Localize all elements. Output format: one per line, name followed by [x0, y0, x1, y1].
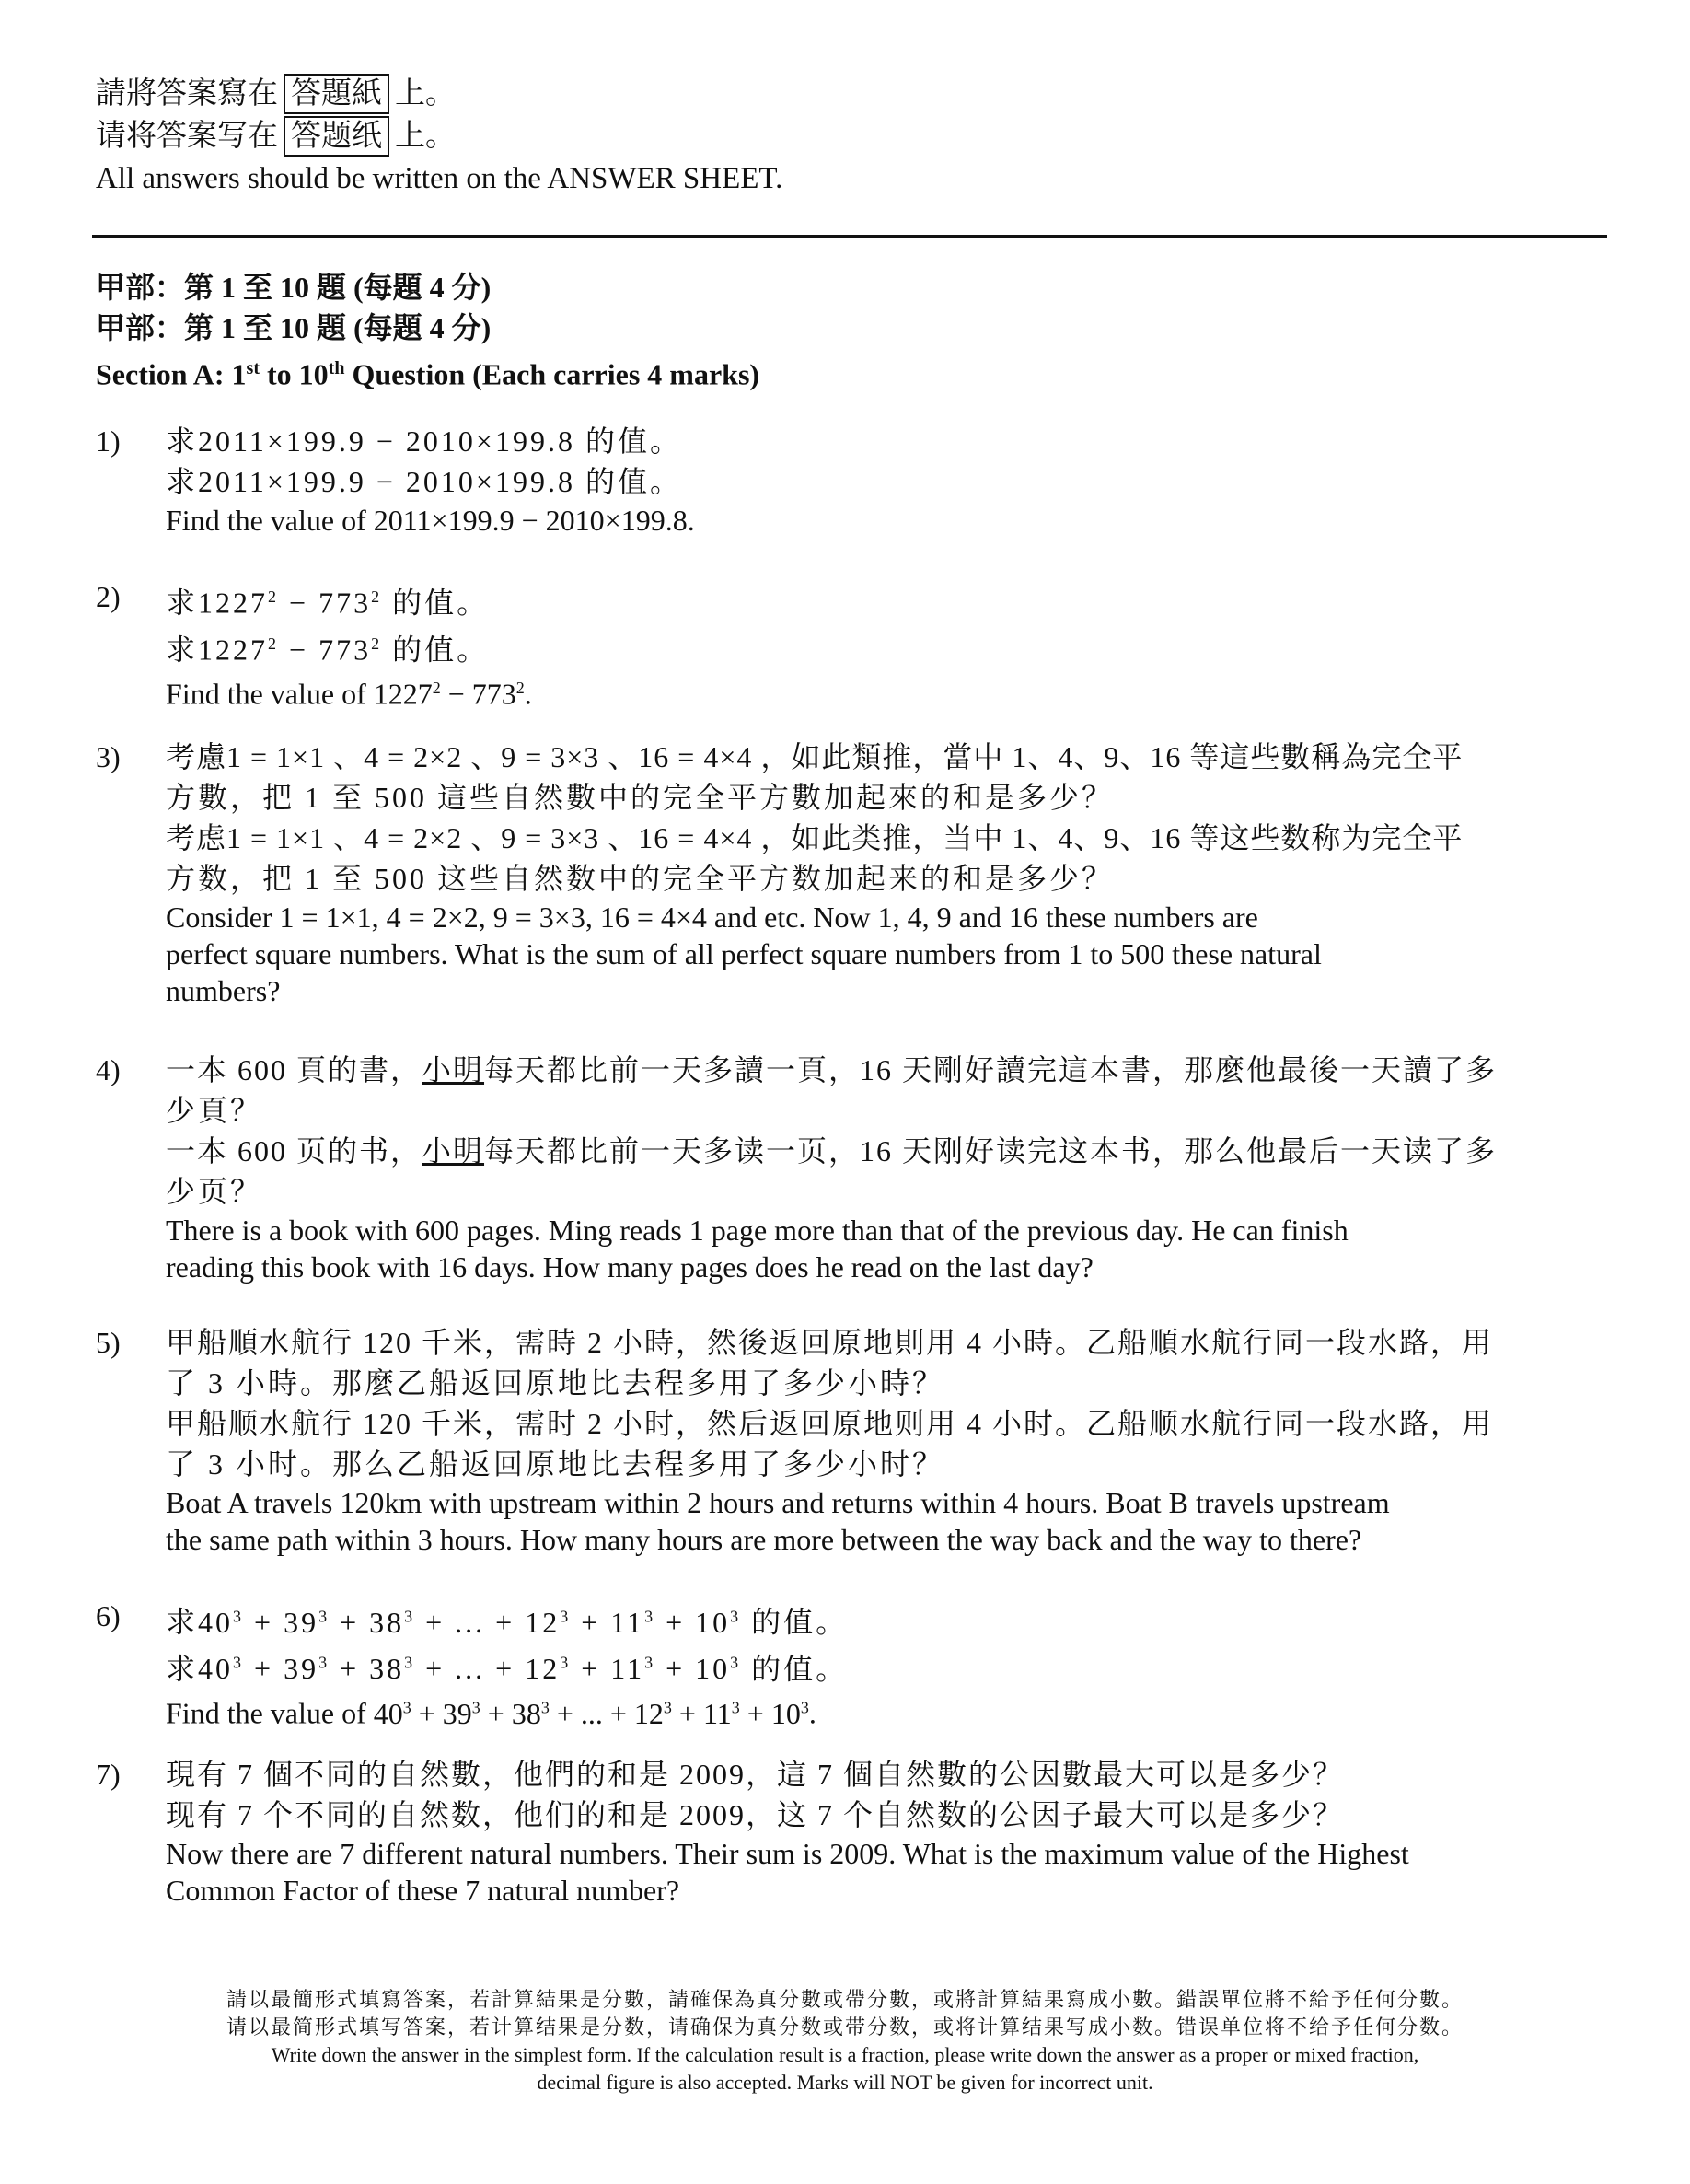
expression-term: ...: [455, 1605, 486, 1639]
answer-sheet-box: 答題紙: [284, 74, 389, 114]
exponent: 3: [800, 1698, 809, 1717]
footer-text-simplified: 请以最简形式填写答案，若计算结果是分数，请确保为真分数或带分数，或将计算结果写成小数。错误单位将不给予任何分数。: [226, 2016, 1464, 2039]
answer-format-note: [92, 1986, 1598, 2097]
question-text-english: Common Factor of these 7 natural number?: [166, 1874, 680, 1907]
instruction-text: 请将答案写在: [96, 120, 278, 153]
exponent: 3: [644, 1607, 656, 1625]
expression-term: 40: [198, 1605, 234, 1639]
expression-term: 39: [284, 1652, 319, 1686]
question-text-english: perfect square numbers. What is the sum of all perfect square numbers from 1 to 500 these natural: [166, 937, 1322, 970]
question-5: [96, 1322, 1615, 1558]
section-title-part: Section A: 1: [96, 357, 247, 391]
question-text-simplified: 方数，把 1 至 500 这些自然数中的完全平方数加起来的和是多少？: [166, 862, 1115, 895]
question-text-traditional: 考慮1 = 1×1 、4 = 2×2 、9 = 3×3 、16 = 4×4 ，如此類推，當中 1、4、9、16 等這些數稱為完全平: [166, 740, 1464, 773]
question-text-simplified: 了 3 小时。那么乙船返回原地比去程多用了多少小时？: [166, 1447, 945, 1481]
expression-term: 10: [770, 1696, 801, 1730]
expression-term: 11: [702, 1696, 732, 1730]
expression-term: 38: [511, 1696, 541, 1730]
question-text-english: There is a book with 600 pages. Ming reads 1 page more than that of the previous day. He can finish: [166, 1214, 1349, 1247]
question-text-english: Find the value of $1227^2 - 773^2$.: [166, 677, 532, 711]
exponent: 3: [404, 1607, 416, 1625]
instruction-simplified: [96, 116, 456, 157]
exponent: 3: [471, 1698, 480, 1717]
expression-term: 12: [525, 1605, 561, 1639]
instruction-text: 請將答案寫在: [96, 77, 278, 110]
question-text-english: Consider 1 = 1×1, 4 = 2×2, 9 = 3×3, 16 = 4×4 and etc. Now 1, 4, 9 and 16 these numbers are: [166, 900, 1258, 934]
question-2: [96, 576, 1615, 713]
question-text-simplified: 求$1227^2 - 773^2$ 的值。: [166, 633, 490, 667]
question-text-traditional: 甲船順水航行 120 千米，需時 2 小時，然後返回原地則用 4 小時。乙船順水航行同一段水路，用: [166, 1326, 1494, 1359]
question-text-traditional: 現有 7 個不同的自然數，他們的和是 2009，這 7 個自然數的公因數最大可以是多少？: [166, 1758, 1345, 1791]
ordinal-suffix: st: [246, 358, 260, 378]
expression-term: 40: [373, 1696, 403, 1730]
ordinal-suffix: th: [328, 358, 345, 378]
exponent: 3: [560, 1607, 572, 1625]
question-number: 1): [96, 424, 121, 458]
section-title-part: to 10: [260, 357, 329, 391]
question-number: 4): [96, 1053, 121, 1086]
expression-term: 40: [198, 1652, 234, 1686]
exponent: 3: [730, 1607, 742, 1625]
instruction-traditional: [96, 74, 456, 114]
question-text-traditional: 了 3 小時。那麼乙船返回原地比去程多用了多少小時？: [166, 1366, 945, 1400]
expression-term: 12: [633, 1696, 664, 1730]
section-title-english: [96, 348, 759, 395]
instruction-text: 上。: [395, 77, 456, 110]
question-6: [96, 1596, 1615, 1732]
question-7: [96, 1754, 1615, 1909]
expression-term: 11: [610, 1605, 645, 1639]
expression-term: 11: [610, 1652, 645, 1686]
expression-term: 10: [695, 1652, 731, 1686]
question-text-traditional: 求$1227^2 - 773^2$ 的值。: [166, 586, 490, 620]
question-1: [96, 421, 1615, 539]
expression-term: ...: [580, 1696, 603, 1730]
exponent: 3: [730, 1653, 742, 1672]
question-text-english: Find the value of 2011×199.9 − 2010×199.8.: [166, 504, 695, 537]
exponent: 3: [663, 1698, 672, 1717]
question-text-traditional: 求$40^3 + 39^3 + 38^3$ + ... + $12^3 + 11^3 + 10^3$ 的值。: [166, 1605, 849, 1639]
cube-sum-expression: $40^3 + 39^3 + 38^3$ + ... + $12^3 + 11^3 + 10^3$: [198, 1605, 742, 1639]
question-text-traditional: 求2011×199.9 − 2010×199.8 的值。: [166, 424, 682, 458]
instruction-english: All answers should be written on the ANSWER SHEET.: [96, 162, 783, 195]
question-text-english: Boat A travels 120km with upstream within 2 hours and returns within 4 hours. Boat B travels upstream: [166, 1486, 1390, 1519]
question-text-english: reading this book with 16 days. How many pages does he read on the last day?: [166, 1250, 1094, 1284]
person-name: 小明: [422, 1053, 485, 1086]
expression-term: 12: [525, 1652, 561, 1686]
question-text-simplified: 求$40^3 + 39^3 + 38^3$ + ... + $12^3 + 11^3 + 10^3$ 的值。: [166, 1652, 849, 1686]
section-title-traditional: 甲部：第 1 至 10 題 (每題 4 分): [96, 271, 492, 304]
footer-text-english: decimal figure is also accepted. Marks will NOT be given for incorrect unit.: [537, 2071, 1153, 2094]
question-number: 6): [96, 1599, 121, 1632]
exponent: 3: [540, 1698, 550, 1717]
expression-term: 38: [369, 1652, 405, 1686]
exponent: 3: [233, 1653, 245, 1672]
exponent: 3: [404, 1653, 416, 1672]
question-number: 7): [96, 1758, 121, 1791]
cube-sum-expression: $40^3 + 39^3 + 38^3$ + ... + $12^3 + 11^3 + 10^3$: [373, 1696, 809, 1730]
exponent: 3: [560, 1653, 572, 1672]
exponent: 3: [233, 1607, 245, 1625]
question-text-simplified: 考虑1 = 1×1 、4 = 2×2 、9 = 3×3 、16 = 4×4 ，如此类推，当中 1、4、9、16 等这些数称为完全平: [166, 821, 1464, 854]
question-number: 5): [96, 1326, 121, 1359]
expression-term: ...: [455, 1652, 486, 1686]
question-3: [96, 737, 1615, 1009]
question-4: [96, 1050, 1615, 1285]
question-number: 3): [96, 740, 121, 773]
footer-text-english: Write down the answer in the simplest form. If the calculation result is a fraction, please write down the answer as a proper or mixed fraction,: [271, 2043, 1419, 2066]
answer-sheet-box: 答题纸: [284, 116, 389, 157]
question-text-traditional: 一本 600 頁的書，小明每天都比前一天多讀一頁，16 天剛好讀完這本書，那麼他最後一天讀了多: [166, 1053, 1498, 1086]
question-text-simplified: 现有 7 个不同的自然数，他们的和是 2009，这 7 个自然数的公因子最大可以是多少？: [166, 1798, 1345, 1831]
question-text-simplified: 甲船顺水航行 120 千米，需时 2 小时，然后返回原地则用 4 小时。乙船顺水航行同一段水路，用: [166, 1407, 1494, 1440]
question-text-traditional: 少頁？: [166, 1094, 263, 1127]
question-text-english: Find the value of $40^3 + 39^3 + 38^3$ + ... + $12^3 + 11^3 + 10^3$.: [166, 1696, 816, 1730]
exponent: 3: [318, 1653, 330, 1672]
question-text-simplified: 求2011×199.9 − 2010×199.8 的值。: [166, 465, 682, 498]
question-number: 2): [96, 580, 121, 613]
question-text-simplified: 一本 600 页的书，小明每天都比前一天多读一页，16 天刚好读完这本书，那么他最后一天读了多: [166, 1134, 1498, 1168]
exponent: 3: [644, 1653, 656, 1672]
expression-term: 39: [442, 1696, 472, 1730]
section-title-simplified: 甲部：第 1 至 10 題 (每題 4 分): [96, 311, 492, 344]
person-name: 小明: [422, 1134, 485, 1168]
exponent: 3: [318, 1607, 330, 1625]
question-text-english: numbers?: [166, 974, 281, 1007]
question-text-english: the same path within 3 hours. How many hours are more between the way back and the way to there?: [166, 1523, 1362, 1556]
question-text-traditional: 方數，把 1 至 500 這些自然數中的完全平方數加起來的和是多少？: [166, 781, 1115, 814]
section-title-part: Question (Each carries 4 marks): [344, 357, 760, 391]
cube-sum-expression: $40^3 + 39^3 + 38^3$ + ... + $12^3 + 11^3 + 10^3$: [198, 1652, 742, 1686]
expression-term: 38: [369, 1605, 405, 1639]
expression-term: 10: [695, 1605, 731, 1639]
footer-text-traditional: 請以最簡形式填寫答案，若計算結果是分數，請確保為真分數或帶分數，或將計算結果寫成小數。錯誤單位將不給予任何分數。: [226, 1988, 1464, 2011]
question-text-english: Now there are 7 different natural numbers. Their sum is 2009. What is the maximum value of the Highest: [166, 1837, 1409, 1870]
exponent: 3: [402, 1698, 411, 1717]
expression-term: 39: [284, 1605, 319, 1639]
exponent: 3: [731, 1698, 740, 1717]
question-text-simplified: 少页？: [166, 1175, 263, 1208]
header-divider: [92, 235, 1607, 238]
instruction-text: 上。: [395, 120, 456, 153]
